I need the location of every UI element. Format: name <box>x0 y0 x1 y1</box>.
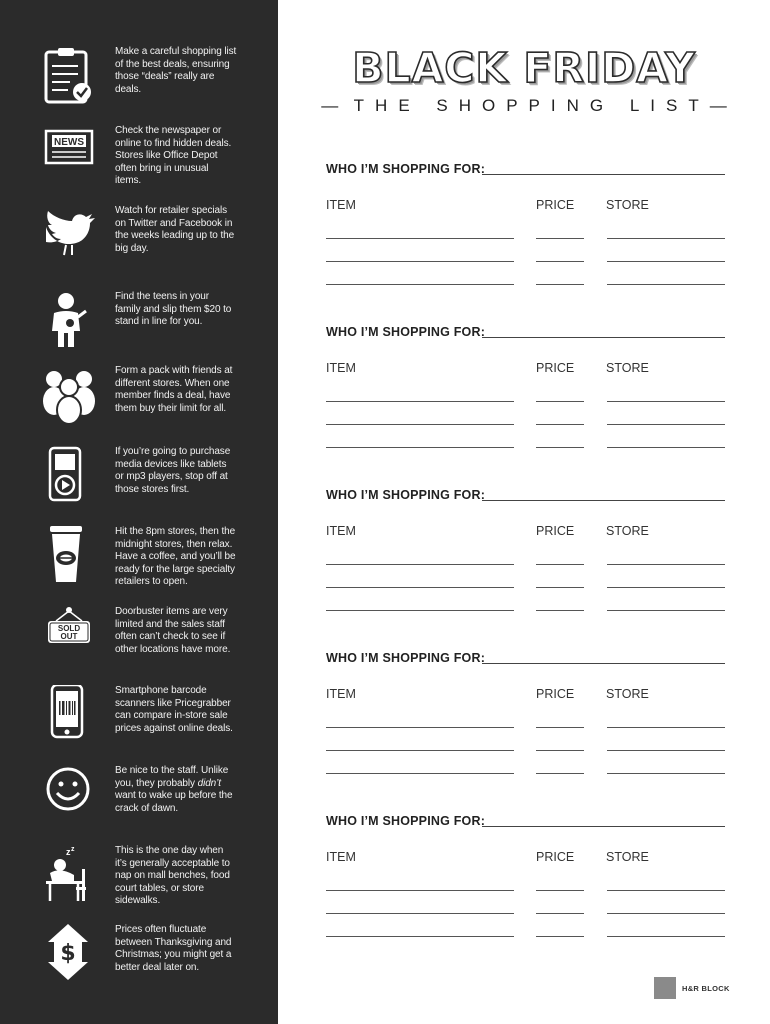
price-entry-line[interactable] <box>536 238 584 239</box>
price-entry-line[interactable] <box>536 587 584 588</box>
who-label: WHO I’M SHOPPING FOR: <box>326 651 486 665</box>
svg-text:$: $ <box>60 941 76 966</box>
store-entry-line[interactable] <box>607 424 725 425</box>
logo-square-icon <box>654 977 676 999</box>
store-column-header: STORE <box>606 524 649 538</box>
store-entry-line[interactable] <box>607 890 725 891</box>
who-label: WHO I’M SHOPPING FOR: <box>326 162 486 176</box>
item-column-header: ITEM <box>326 198 356 212</box>
price-entry-line[interactable] <box>536 936 584 937</box>
tip-text: Watch for retailer specials on Twitter and Facebook in the weeks leading up to the big day. <box>115 205 235 254</box>
subtitle-text: THE SHOPPING LIST <box>353 96 710 115</box>
item-entry-line[interactable] <box>326 424 514 425</box>
dollar-price-arrows-icon <box>40 924 98 984</box>
hr-block-logo <box>654 977 754 1001</box>
group-of-friends-icon <box>40 365 98 425</box>
item-entry-line[interactable] <box>326 750 514 751</box>
page-subtitle: — THE SHOPPING LIST— <box>321 96 727 115</box>
twitter-bird-icon <box>40 205 98 265</box>
price-entry-line[interactable] <box>536 447 584 448</box>
store-entry-line[interactable] <box>607 913 725 914</box>
mp3-player-icon <box>40 446 98 506</box>
who-label: WHO I’M SHOPPING FOR: <box>326 325 486 339</box>
logo-brand-name: H&R BLOCK <box>682 984 730 993</box>
sold-out-label-1: SOLD <box>57 624 81 633</box>
item-entry-line[interactable] <box>326 773 514 774</box>
item-entry-line[interactable] <box>326 936 514 937</box>
newspaper-icon <box>40 125 98 185</box>
price-entry-line[interactable] <box>536 564 584 565</box>
tip-text-part: Be nice to the staff. Unlike you, they probably <box>115 765 229 789</box>
item-entry-line[interactable] <box>326 238 514 239</box>
svg-text:z: z <box>66 847 71 857</box>
tip-text: Find the teens in your family and slip them $20 to stand in line for you. <box>115 291 232 328</box>
store-entry-line[interactable] <box>607 284 725 285</box>
price-entry-line[interactable] <box>536 261 584 262</box>
svg-text:z: z <box>71 846 75 853</box>
item-entry-line[interactable] <box>326 261 514 262</box>
store-entry-line[interactable] <box>607 447 725 448</box>
tip-text: Prices often fluctuate between Thanksgiving and Christmas; you might get a better deal later on. <box>115 924 232 973</box>
coffee-cup-icon <box>40 526 98 586</box>
store-column-header: STORE <box>606 850 649 864</box>
sleeping-at-table-icon <box>40 845 98 905</box>
price-entry-line[interactable] <box>536 401 584 402</box>
who-name-line[interactable] <box>482 826 725 827</box>
tip-text <box>115 765 237 815</box>
store-column-header: STORE <box>606 198 649 212</box>
tip-text-part: want to wake up before the crack of dawn. <box>115 790 233 814</box>
item-column-header: ITEM <box>326 524 356 538</box>
sold-out-label-2: OUT <box>60 632 78 641</box>
price-entry-line[interactable] <box>536 727 584 728</box>
who-name-line[interactable] <box>482 663 725 664</box>
tip-text: Make a careful shopping list of the best deals, ensuring those “deals” really are deals. <box>115 46 237 95</box>
item-column-header: ITEM <box>326 850 356 864</box>
price-column-header: PRICE <box>536 524 575 538</box>
clipboard-checklist-icon <box>40 46 98 106</box>
price-column-header: PRICE <box>536 687 575 701</box>
who-name-line[interactable] <box>482 337 725 338</box>
tips-sidebar <box>0 0 278 1024</box>
price-column-header: PRICE <box>536 850 575 864</box>
store-column-header: STORE <box>606 361 649 375</box>
store-entry-line[interactable] <box>607 936 725 937</box>
item-column-header: ITEM <box>326 687 356 701</box>
smartphone-barcode-icon <box>40 685 98 745</box>
item-entry-line[interactable] <box>326 727 514 728</box>
store-entry-line[interactable] <box>607 401 725 402</box>
item-entry-line[interactable] <box>326 610 514 611</box>
tip-text: Check the newspaper or online to find hidden deals. Stores like Office Depot often bring in unusual items. <box>115 125 232 187</box>
store-entry-line[interactable] <box>607 587 725 588</box>
item-entry-line[interactable] <box>326 447 514 448</box>
who-label: WHO I’M SHOPPING FOR: <box>326 814 486 828</box>
store-entry-line[interactable] <box>607 750 725 751</box>
who-name-line[interactable] <box>482 500 725 501</box>
item-entry-line[interactable] <box>326 587 514 588</box>
tip-text: Smartphone barcode scanners like Pricegrabber can compare in-store sale prices against online deals. <box>115 685 233 734</box>
teen-person-icon <box>40 291 98 351</box>
tip-text: Doorbuster items are very limited and the sales staff often can’t check to see if other locations have more. <box>115 606 231 655</box>
price-entry-line[interactable] <box>536 284 584 285</box>
price-entry-line[interactable] <box>536 773 584 774</box>
tip-text: This is the one day when it’s generally acceptable to nap on mall benches, food court tables, or store sidewalks. <box>115 845 230 907</box>
item-entry-line[interactable] <box>326 913 514 914</box>
shopping-list-page <box>278 0 770 1024</box>
newspaper-icon-label: NEWS <box>54 137 84 148</box>
store-column-header: STORE <box>606 687 649 701</box>
tip-text: If you’re going to purchase media devices like tablets or mp3 players, stop off at those stores first. <box>115 446 231 495</box>
price-entry-line[interactable] <box>536 750 584 751</box>
smiley-face-icon <box>40 765 98 825</box>
store-entry-line[interactable] <box>607 238 725 239</box>
tip-text: Hit the 8pm stores, then the midnight stores, then relax. Have a coffee, and you’ll be ready for the large specialty retailers to open. <box>115 526 236 588</box>
store-entry-line[interactable] <box>607 727 725 728</box>
item-entry-line[interactable] <box>326 890 514 891</box>
price-entry-line[interactable] <box>536 913 584 914</box>
item-entry-line[interactable] <box>326 284 514 285</box>
who-name-line[interactable] <box>482 174 725 175</box>
tip-text-emphasis: didn’t <box>197 777 221 789</box>
price-entry-line[interactable] <box>536 610 584 611</box>
item-entry-line[interactable] <box>326 564 514 565</box>
store-entry-line[interactable] <box>607 564 725 565</box>
who-label: WHO I’M SHOPPING FOR: <box>326 488 486 502</box>
item-entry-line[interactable] <box>326 401 514 402</box>
store-entry-line[interactable] <box>607 610 725 611</box>
sold-out-sign-icon <box>40 606 98 666</box>
store-entry-line[interactable] <box>607 773 725 774</box>
store-entry-line[interactable] <box>607 261 725 262</box>
price-entry-line[interactable] <box>536 890 584 891</box>
price-column-header: PRICE <box>536 361 575 375</box>
price-entry-line[interactable] <box>536 424 584 425</box>
tip-text: Form a pack with friends at different stores. When one member finds a deal, have them buy their limit for all. <box>115 365 233 414</box>
page-title: BLACK FRIDAY <box>352 44 696 92</box>
price-column-header: PRICE <box>536 198 575 212</box>
item-column-header: ITEM <box>326 361 356 375</box>
